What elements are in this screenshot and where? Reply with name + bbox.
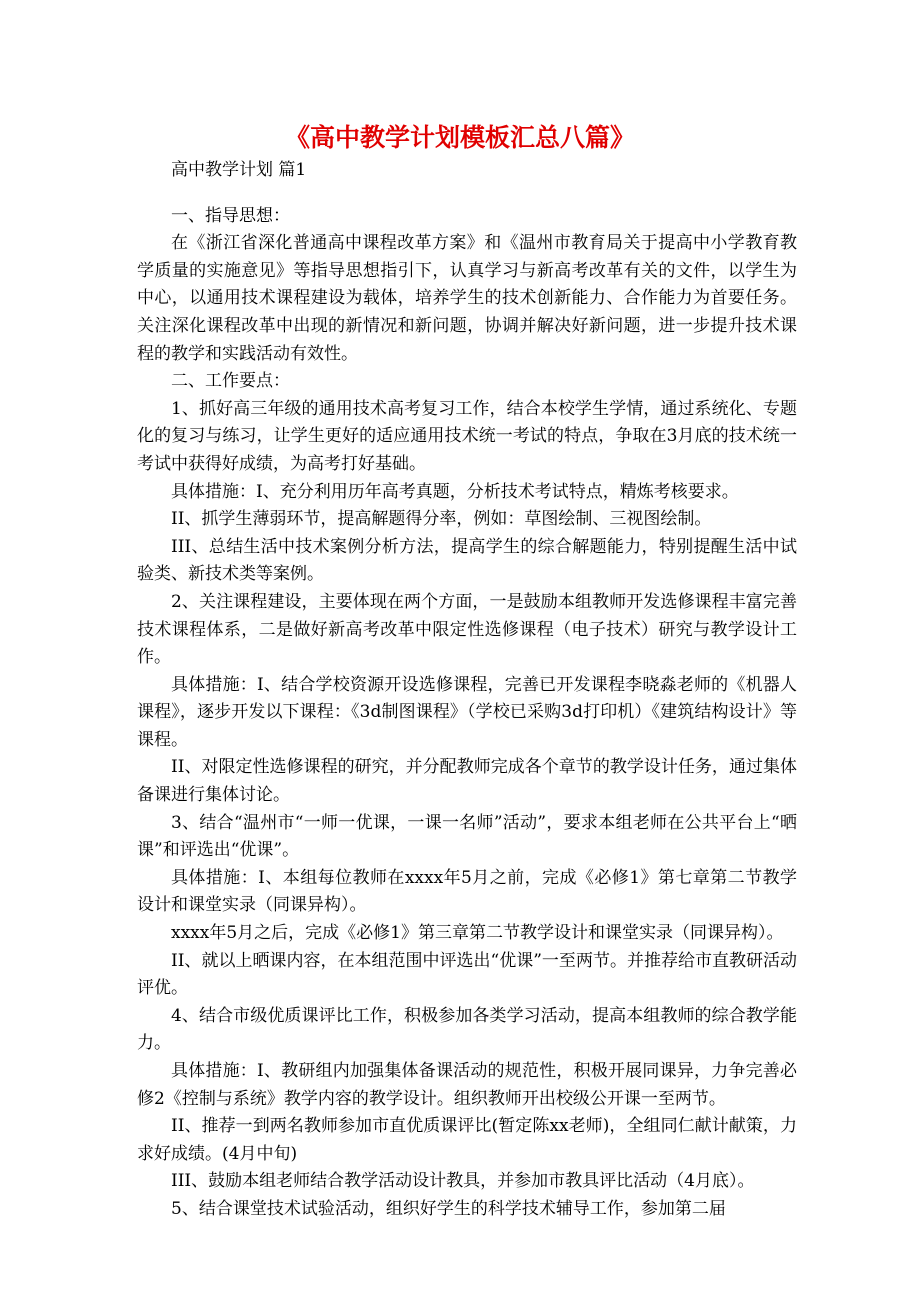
document-subtitle: 高中教学计划 篇1 (171, 160, 307, 180)
paragraph: 一、指导思想： (171, 205, 290, 226)
paragraph: III、鼓励本组老师结合教学活动设计教具，并参加市教具评比活动（4月底）。 (171, 1171, 755, 1192)
paragraph: 具体措施：I、充分利用历年高考真题，分析技术考试特点，精炼考核要求。 (171, 481, 739, 502)
paragraph: 在《浙江省深化普通高中课程改革方案》和《温州市教育局关于提高中小学教育教学质量的实施意见》等指导思想指引下，认真学习与新高考改革有关的文件，以学生为中心，以通用技术课程建设为载体，培养学生的技术创新能力、合作能力为首要任务。关注深化课程改革中出现的新情况和新问题，协调并解决好新问题，进一步提升技术课程的教学和实践活动有效性。 (137, 233, 797, 364)
paragraph: 5、结合课堂技术试验活动，组织好学生的科学技术辅导工作，参加第二届 (171, 1198, 726, 1219)
paragraph: II、抓学生薄弱环节，提高解题得分率，例如：草图绘制、三视图绘制。 (171, 509, 712, 530)
paragraph: 4、结合市级优质课评比工作，积极参加各类学习活动，提高本组教师的综合教学能力。 (137, 1005, 797, 1054)
document-title: 《高中教学计划模板汇总八篇》 (284, 123, 635, 152)
paragraph: 二、工作要点： (171, 371, 290, 392)
paragraph: 具体措施：I、本组每位教师在xxxx年5月之前，完成《必修1》第七章第二节教学设计和课堂实录（同课异构）。 (137, 867, 797, 916)
paragraph: 具体措施：I、教研组内加强集体备课活动的规范性，积极开展同课异，力争完善必修2《控制与系统》教学内容的教学设计。组织教师开出校级公开课一至两节。 (137, 1061, 797, 1109)
paragraph: 2、关注课程建设，主要体现在两个方面，一是鼓励本组教师开发选修课程丰富完善技术课程体系，二是做好新高考改革中限定性选修课程（电子技术）研究与教学设计工作。 (137, 591, 797, 668)
paragraph: 1、抓好高三年级的通用技术高考复习工作，结合本校学生学情，通过系统化、专题化的复习与练习，让学生更好的适应通用技术统一考试的特点，争取在3月底的技术统一考试中获得好成绩，为高考打好基础。 (137, 398, 797, 474)
paragraph: xxxx年5月之后，完成《必修1》第三章第二节教学设计和课堂实录（同课异构）。 (171, 923, 784, 944)
paragraph: 3、结合“温州市“一师一优课，一课一名师”活动”，要求本组老师在公共平台上“晒课”和评选出“优课”。 (137, 812, 797, 861)
paragraph: II、对限定性选修课程的研究，并分配教师完成各个章节的教学设计任务，通过集体备课进行集体讨论。 (137, 757, 797, 806)
paragraph: II、推荐一到两名教师参加市直优质课评比(暂定陈xx老师)，全组同仁献计献策，力求好成绩。(4月中旬) (137, 1116, 797, 1164)
document-body (137, 157, 797, 1224)
paragraph: III、总结生活中技术案例分析方法，提高学生的综合解题能力，特别提醒生活中试验类、新技术类等案例。 (137, 536, 797, 585)
paragraph: 具体措施：I、结合学校资源开设选修课程，完善已开发课程李晓淼老师的《机器人课程》，逐步开发以下课程：《3d制图课程》（学校已采购3d打印机）《建筑结构设计》等课程。 (137, 674, 797, 750)
paragraph: II、就以上晒课内容，在本组范围中评选出“优课”一至两节。并推荐给市直教研活动评优。 (137, 950, 797, 999)
